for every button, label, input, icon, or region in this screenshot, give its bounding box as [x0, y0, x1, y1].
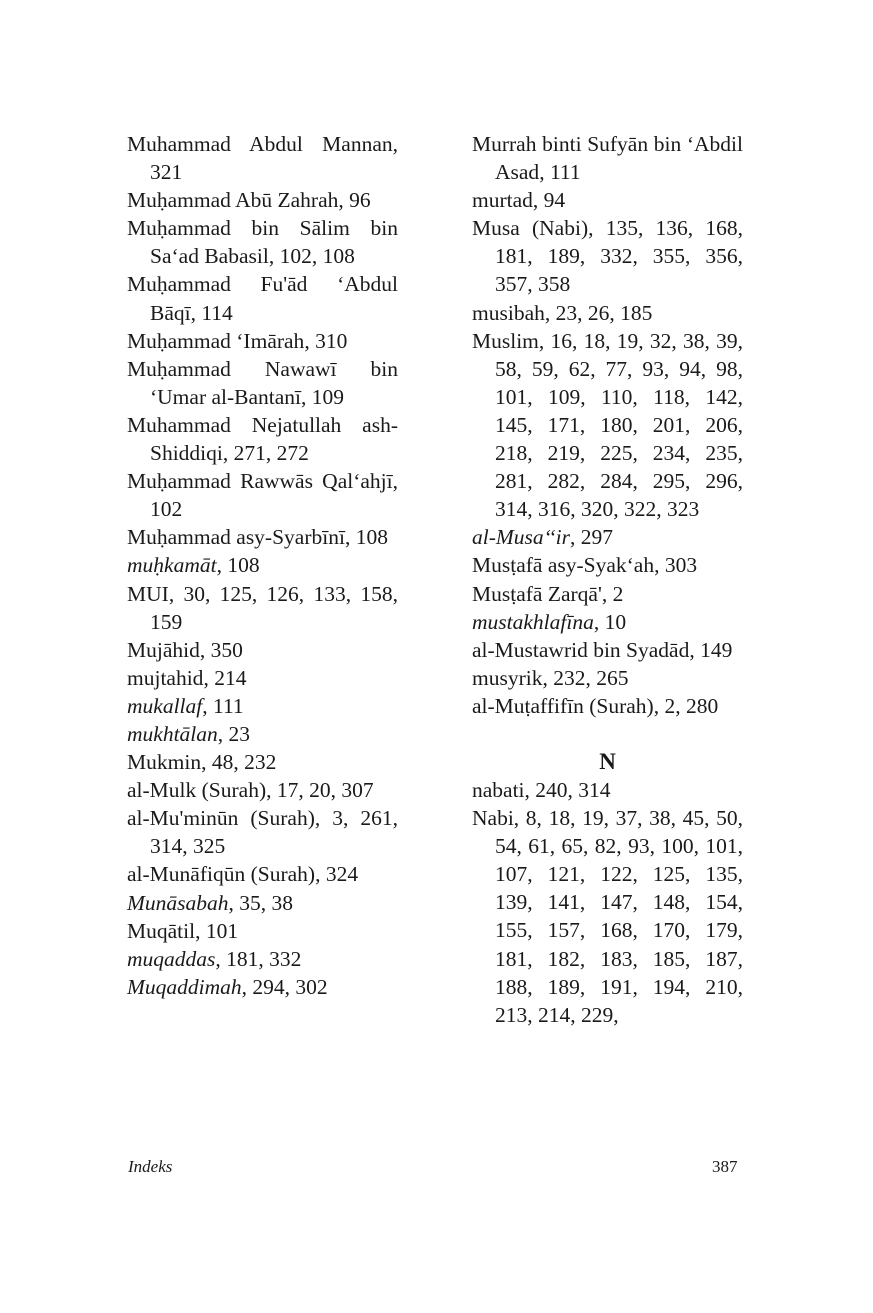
index-term: mustakhlafīna	[472, 609, 594, 634]
index-term: Musṭafā asy-Syak‘ah	[472, 553, 655, 578]
index-page-refs: , 109	[301, 384, 345, 409]
index-term: Murrah binti Sufyān bin ‘Abdil Asad	[472, 132, 743, 185]
index-page-refs: , 2, 280	[653, 693, 719, 718]
index-entry	[472, 214, 743, 298]
index-entry	[127, 270, 398, 326]
index-page-refs: , 3, 261, 314, 325	[150, 806, 399, 859]
index-page-refs: , 271, 272	[222, 441, 309, 466]
index-term: muḥkamāt	[127, 553, 217, 578]
index-entry	[127, 551, 398, 579]
index-page-refs: , 350	[199, 637, 243, 662]
index-entry	[472, 523, 743, 551]
index-term: Munāsabah	[127, 890, 229, 915]
index-page-refs: , 10	[593, 609, 627, 634]
index-term: musyrik	[472, 665, 543, 690]
index-page-refs: , 108	[216, 553, 260, 578]
index-entry	[472, 551, 743, 579]
index-page-refs: , 2	[601, 581, 624, 606]
index-page-refs: , 111	[202, 693, 244, 718]
index-term: Muḥammad asy-Syarbīnī	[127, 525, 345, 550]
index-entry	[127, 130, 398, 186]
index-term: Muḥammad Fu'ād ‘Abdul Bāqī	[127, 272, 398, 325]
index-page-refs: , 108	[344, 525, 388, 550]
index-term: al-Mu'minūn (Surah)	[127, 806, 315, 831]
index-entry	[127, 355, 398, 411]
index-page-refs: , 101	[195, 918, 239, 943]
index-term: mukhtālan	[127, 721, 218, 746]
index-term: Muhammad Abdul Mannan	[127, 132, 393, 156]
index-entry	[127, 580, 398, 636]
index-entry	[127, 664, 398, 692]
index-entry	[127, 973, 398, 1001]
index-page-refs: , 310	[304, 328, 348, 353]
index-page-refs: , 324	[315, 862, 359, 887]
index-page-refs: , 23	[217, 721, 251, 746]
index-term: al-Munāfiqūn (Surah)	[127, 862, 316, 887]
index-entry	[127, 214, 398, 270]
index-term: al-Musa‘‘ir	[472, 525, 570, 550]
index-column-left	[127, 130, 398, 1001]
index-entry	[472, 580, 743, 608]
index-entry	[127, 945, 398, 973]
index-term: Mujāhid	[127, 637, 200, 662]
index-entry	[127, 327, 398, 355]
index-term: mukallaf	[127, 693, 203, 718]
index-term: al-Mustawrid bin Syadād	[472, 637, 690, 662]
index-term: Muḥammad Nawawī bin ‘Umar al-Bantanī	[127, 356, 398, 409]
index-term: Mukmin	[127, 750, 202, 775]
index-term: Muqātil	[127, 918, 196, 943]
index-entry	[472, 636, 743, 664]
index-page-refs: , 17, 20, 307	[266, 778, 374, 803]
index-entry	[127, 692, 398, 720]
index-entry	[127, 720, 398, 748]
index-term: Muhammad Nejatullah ash-Shiddiqi	[127, 412, 398, 466]
index-entry	[127, 523, 398, 551]
index-column-right	[472, 130, 743, 1029]
index-entry	[127, 804, 398, 860]
page-number: 387	[712, 1157, 738, 1176]
index-entry	[127, 467, 398, 523]
index-page-refs: , 232, 265	[542, 665, 629, 690]
index-page-refs: , 16, 18, 19, 32, 38, 39, 58, 59, 62, 77, 93, 94, 98, 101, 109, 110, 118, 142, 145, 171, 180, 201, 206, 218, 219, 225, 234, 235, 281, 282, 284, 295, 296, 314, 316, 320, 322, 323	[495, 328, 743, 522]
index-entry	[127, 917, 398, 945]
index-page-refs: , 240, 314	[524, 777, 611, 802]
index-page-refs: , 30, 125, 126, 133, 158, 159	[150, 581, 398, 634]
index-entry	[127, 748, 398, 776]
index-term: Muslim	[472, 328, 539, 353]
index-page-refs: , 321	[150, 132, 398, 185]
index-page-refs: , 297	[569, 525, 613, 550]
index-page-refs: , 111	[539, 160, 581, 185]
index-page-refs: , 214	[203, 665, 247, 690]
index-term: Muḥammad ‘Imārah	[127, 328, 305, 353]
index-entry	[127, 860, 398, 888]
index-page-refs: , 114	[190, 300, 233, 325]
index-page-refs: , 23, 26, 185	[544, 300, 653, 325]
index-term: musibah	[472, 300, 545, 325]
index-term: nabati	[472, 777, 525, 802]
index-term: Muqaddimah	[127, 974, 242, 999]
index-entry	[472, 776, 743, 804]
index-term: al-Muṭaffifīn (Surah)	[472, 693, 654, 718]
index-term: murtad	[472, 188, 533, 213]
index-page-refs: , 303	[654, 553, 698, 578]
index-entry	[127, 186, 398, 214]
index-term: muqaddas	[127, 946, 216, 971]
index-term: Musa (Nabi)	[472, 216, 589, 241]
index-entry	[472, 327, 743, 524]
index-page-refs: , 35, 38	[228, 890, 294, 915]
index-page-refs: , 94	[532, 188, 566, 213]
index-section-m-continued	[472, 130, 743, 720]
index-entry	[472, 299, 743, 327]
index-term: Nabi	[472, 806, 514, 831]
index-page-refs: , 8, 18, 19, 37, 38, 45, 50, 54, 61, 65, 82, 93, 100, 101, 107, 121, 122, 125, 135, 139, 141, 147, 148, 154, 155, 157, 168, 170, 179, 181, 182, 183, 185, 187, 188, 189, 191, 194, 210, 213, 214, 229,	[495, 806, 743, 1027]
index-term: mujtahid	[127, 665, 204, 690]
index-page-refs: , 102	[150, 469, 398, 522]
index-entry	[127, 411, 398, 467]
index-entry	[472, 692, 743, 720]
index-page-refs: , 181, 332	[215, 946, 302, 971]
index-page-refs: , 48, 232	[201, 750, 277, 775]
index-entry	[472, 608, 743, 636]
index-page-refs: , 102, 108	[268, 244, 355, 269]
index-entry	[127, 636, 398, 664]
index-entry	[127, 776, 398, 804]
section-letter-heading: N	[599, 748, 616, 774]
index-term: Muḥammad bin Sālim bin Sa‘ad Babasil	[127, 216, 398, 269]
index-term: al-Mulk (Surah)	[127, 778, 267, 803]
index-entry	[472, 186, 743, 214]
index-page-refs: , 294, 302	[241, 974, 328, 999]
index-term: Musṭafā Zarqā'	[472, 581, 602, 606]
index-term: Muḥammad Abū Zahrah	[127, 188, 339, 213]
index-page-refs: , 149	[689, 637, 733, 662]
index-entry	[472, 804, 743, 1029]
running-footer-label: Indeks	[128, 1157, 173, 1176]
index-term: Muḥammad Rawwās Qal‘ahjī	[127, 469, 393, 494]
index-page-refs: , 96	[338, 188, 371, 213]
index-section-n	[472, 776, 743, 1029]
index-entry	[472, 664, 743, 692]
index-entry	[127, 889, 398, 917]
index-entry	[472, 130, 743, 186]
index-page-refs: , 135, 136, 168, 181, 189, 332, 355, 356, 357, 358	[495, 216, 744, 297]
index-term: MUI	[127, 581, 169, 606]
